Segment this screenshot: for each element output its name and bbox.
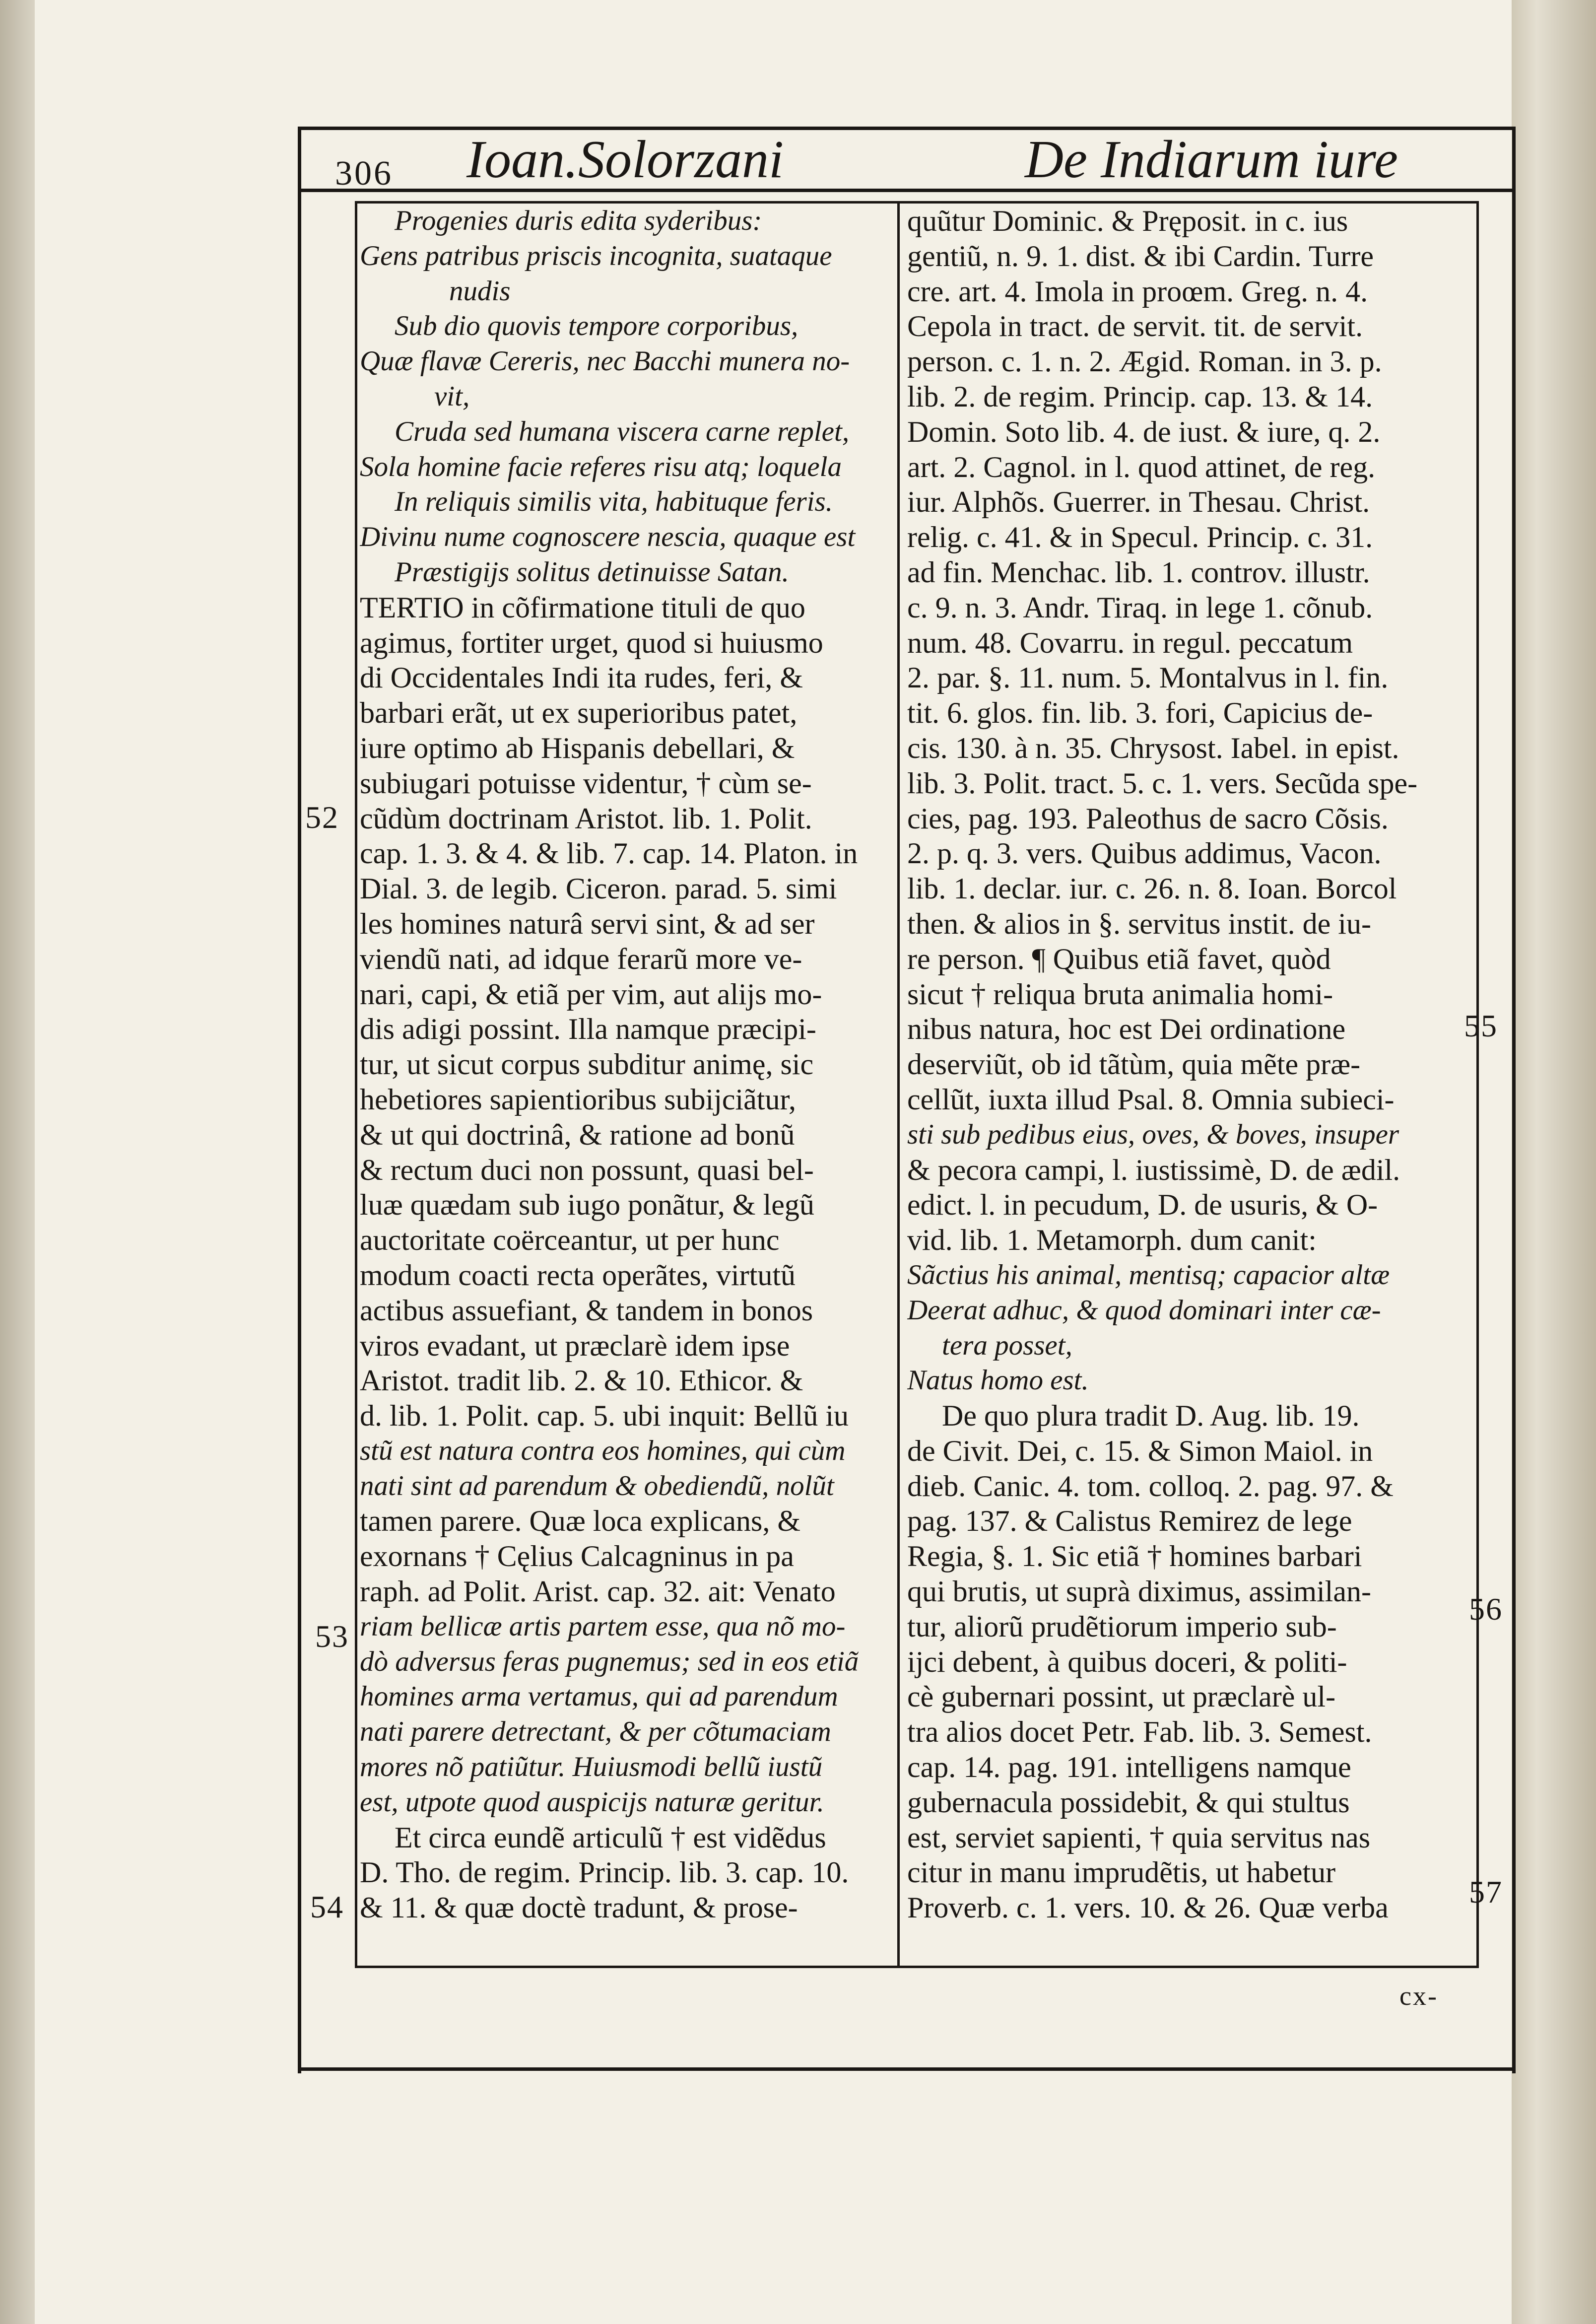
text-line: Domin. Soto lib. 4. de iust. & iure, q. 2. [907, 415, 1381, 448]
text-line: tera posset, [942, 1329, 1072, 1361]
text-line: subiugari potuisse videntur, † cùm se- [360, 766, 812, 800]
page-number: 306 [335, 154, 393, 193]
text-line: tit. 6. glos. fin. lib. 3. fori, Capicius de- [907, 696, 1373, 730]
text-line: Sãctius his animal, mentisq; capacior altæ [907, 1259, 1390, 1291]
text-line: Dial. 3. de legib. Ciceron. parad. 5. simi [360, 872, 837, 905]
catchword: cx- [1399, 1981, 1438, 2011]
text-line: riam bellicæ artis partem esse, qua nõ mo- [360, 1610, 846, 1642]
text-line: deserviũt, ob id tãtùm, quia mẽte præ- [907, 1048, 1361, 1081]
text-line: hebetiores sapientioribus subijciãtur, [360, 1083, 797, 1116]
text-line: iure optimo ab Hispanis debellari, & [360, 731, 795, 764]
text-line: lib. 1. declar. iur. c. 26. n. 8. Ioan. Borcol [907, 872, 1397, 905]
text-line: vid. lib. 1. Metamorph. dum canit: [907, 1224, 1317, 1257]
text-line: Cruda sed humana viscera carne replet, [395, 415, 850, 447]
text-line: nati sint ad parendum & obediendũ, nolũt [360, 1470, 834, 1502]
text-line: cellũt, iuxta illud Psal. 8. Omnia subieci- [907, 1083, 1395, 1116]
text-line: cap. 1. 3. & 4. & lib. 7. cap. 14. Platon. in [360, 837, 858, 870]
text-line: homines arma vertamus, qui ad parendum [360, 1681, 838, 1712]
margin-note-53: 53 [315, 1619, 349, 1654]
text-line: In reliquis similis vita, habituque feris. [395, 486, 833, 518]
text-line: cũdùm doctrinam Aristot. lib. 1. Polit. [360, 802, 812, 835]
text-line: est, serviet sapienti, † quia servitus nas [907, 1821, 1371, 1854]
text-line: tamen parere. Quæ loca explicans, & [360, 1504, 800, 1538]
text-line: citur in manu imprudẽtis, ut habetur [907, 1856, 1336, 1889]
text-line: agimus, fortiter urget, quod si huiusmo [360, 626, 823, 659]
text-line: nibus natura, hoc est Dei ordinatione [907, 1013, 1346, 1046]
text-line: sti sub pedibus eius, oves, & boves, insuper [907, 1118, 1399, 1150]
text-line: iur. Alphõs. Guerrer. in Thesau. Christ. [907, 485, 1370, 519]
text-line: Cepola in tract. de servit. tit. de servit. [907, 310, 1363, 343]
text-line: exornans † Cęlius Calcagninus in pa [360, 1540, 794, 1573]
right-column [907, 204, 1428, 1966]
text-line: tur, ut sicut corpus subditur animę, sic [360, 1048, 814, 1081]
text-line: & ut qui doctrinâ, & ratione ad bonũ [360, 1118, 795, 1151]
text-line: cis. 130. à n. 35. Chrysost. Iabel. in epist. [907, 731, 1399, 764]
text-line: barbari erãt, ut ex superioribus patet, [360, 696, 798, 730]
text-line: Deerat adhuc, & quod dominari inter cæ- [907, 1294, 1381, 1326]
text-line: viendũ nati, ad idque ferarũ more ve- [360, 942, 802, 975]
text-line: di Occidentales Indi ita rudes, feri, & [360, 661, 803, 694]
text-line: cap. 14. pag. 191. intelligens namque [907, 1751, 1351, 1784]
text-line: mores nõ patiũtur. Huiusmodi bellũ iustũ [360, 1751, 823, 1783]
text-line: raph. ad Polit. Arist. cap. 32. ait: Venato [360, 1575, 836, 1608]
head-rule [298, 189, 1512, 192]
text-line: lib. 2. de regim. Princip. cap. 13. & 14. [907, 380, 1373, 413]
margin-note-52: 52 [305, 800, 339, 835]
text-line: dò adversus feras pugnemus; sed in eos etiã [360, 1645, 859, 1677]
text-line: De quo plura tradit D. Aug. lib. 19. [942, 1399, 1360, 1433]
text-line: auctoritate coërceantur, ut per hunc [360, 1224, 780, 1257]
text-line: les homines naturâ servi sint, & ad ser [360, 907, 815, 940]
text-line: tra alios docet Petr. Fab. lib. 3. Semest. [907, 1715, 1372, 1749]
text-line: person. c. 1. n. 2. Ægid. Roman. in 3. p. [907, 345, 1382, 378]
text-line: & rectum duci non possunt, quasi bel- [360, 1153, 814, 1186]
text-line: Gens patribus priscis incognita, suataque [360, 240, 832, 272]
page-stack-edge [1512, 0, 1596, 2324]
text-line: cre. art. 4. Imola in proœm. Greg. n. 4. [907, 274, 1368, 308]
text-line: Præstigijs solitus detinuisse Satan. [395, 556, 789, 588]
text-line: stũ est natura contra eos homines, qui cùm [360, 1435, 846, 1466]
text-line: pag. 137. & Calistus Remirez de lege [907, 1504, 1352, 1538]
left-column [360, 204, 881, 1966]
margin-note-57: 57 [1469, 1874, 1503, 1910]
text-line: & 11. & quæ doctè tradunt, & prose- [360, 1891, 798, 1924]
text-line: art. 2. Cagnol. in l. quod attinet, de reg. [907, 450, 1376, 483]
text-line: Et circa eundẽ articulũ † est vidẽdus [395, 1821, 826, 1854]
text-line: Natus homo est. [907, 1365, 1089, 1396]
text-line: ijci debent, à quibus doceri, & politi- [907, 1645, 1347, 1678]
text-line: num. 48. Covarru. in regul. peccatum [907, 626, 1353, 659]
text-line: 2. p. q. 3. vers. Quibus addimus, Vacon. [907, 837, 1382, 870]
text-line: lib. 3. Polit. tract. 5. c. 1. vers. Secũda spe- [907, 766, 1418, 800]
text-line: sicut † reliqua bruta animalia homi- [907, 977, 1333, 1011]
margin-note-55: 55 [1464, 1008, 1498, 1043]
text-line: cies, pag. 193. Paleothus de sacro Cõsis. [907, 802, 1389, 835]
margin-note-56: 56 [1469, 1591, 1503, 1627]
text-line: Aristot. tradit lib. 2. & 10. Ethicor. & [360, 1364, 803, 1397]
text-line: quũtur Dominic. & Pręposit. in c. ius [907, 205, 1348, 237]
text-line: de Civit. Dei, c. 15. & Simon Maiol. in [907, 1434, 1373, 1467]
text-line: Sub dio quovis tempore corporibus, [395, 310, 798, 342]
text-line: Sola homine facie referes risu atq; loquela [360, 451, 842, 482]
text-line: qui brutis, ut suprà diximus, assimilan- [907, 1575, 1371, 1608]
running-head [295, 114, 1501, 193]
text-line: Regia, §. 1. Sic etiã † homines barbari [907, 1540, 1362, 1573]
text-line: nudis [449, 275, 511, 307]
text-line: Quæ flavæ Cereris, nec Bacchi munera no- [360, 345, 850, 377]
text-line: nati parere detrectant, & per cõtumaciam [360, 1716, 831, 1748]
text-line: re person. ¶ Quibus etiã favet, quòd [907, 942, 1331, 975]
text-line: nari, capi, & etiã per vim, aut alijs mo- [360, 977, 822, 1011]
text-line: dis adigi possint. Illa namque præcipi- [360, 1013, 816, 1046]
running-head-title: De Indiarum iure [1025, 130, 1398, 189]
text-line: tur, aliorũ prudẽtiorum imperio sub- [907, 1610, 1337, 1643]
text-line: Progenies duris edita syderibus: [395, 205, 762, 236]
text-line: & pecora campi, l. iustissimè, D. de ædil. [907, 1153, 1400, 1186]
base-rule [298, 2067, 1512, 2071]
text-line: luæ quædam sub iugo ponãtur, & legũ [360, 1188, 814, 1222]
text-line: 2. par. §. 11. num. 5. Montalvus in l. fin. [907, 661, 1389, 694]
text-line: vit, [434, 380, 470, 412]
text-line: gentiũ, n. 9. 1. dist. & ibi Cardin. Turre [907, 239, 1374, 273]
running-head-author: Ioan.Solorzani [466, 130, 784, 189]
text-line: Proverb. c. 1. vers. 10. & 26. Quæ verba [907, 1891, 1389, 1924]
column-divider [897, 201, 900, 1966]
text-line: ad fin. Menchac. lib. 1. controv. illustr. [907, 555, 1370, 589]
text-line: D. Tho. de regim. Princip. lib. 3. cap. 10. [360, 1856, 849, 1889]
text-line: est, utpote quod auspicijs naturæ geritur. [360, 1786, 824, 1818]
text-line: cè gubernari possint, ut præclarè ul- [907, 1680, 1336, 1713]
text-line: TERTIO in cõfirmatione tituli de quo [360, 591, 805, 624]
text-line: modum coacti recta operãtes, virtutũ [360, 1258, 796, 1292]
text-line: viros evadant, ut præclarè idem ipse [360, 1329, 790, 1362]
text-line: Divinu nume cognoscere nescia, quaque est [360, 521, 856, 553]
margin-note-54: 54 [310, 1889, 344, 1924]
text-line: c. 9. n. 3. Andr. Tiraq. in lege 1. cõnub. [907, 591, 1373, 624]
text-line: actibus assuefiant, & tandem in bonos [360, 1294, 813, 1327]
text-line: dieb. Canic. 4. tom. colloq. 2. pag. 97. & [907, 1469, 1394, 1503]
text-line: relig. c. 41. & in Specul. Princip. c. 31. [907, 521, 1373, 554]
text-line: d. lib. 1. Polit. cap. 5. ubi inquit: Bellũ iu [360, 1399, 849, 1433]
text-line: edict. l. in pecudum, D. de usuris, & O- [907, 1188, 1378, 1222]
text-line: then. & alios in §. servitus instit. de iu- [907, 907, 1371, 940]
text-line: gubernacula possidebit, & qui stultus [907, 1785, 1350, 1819]
